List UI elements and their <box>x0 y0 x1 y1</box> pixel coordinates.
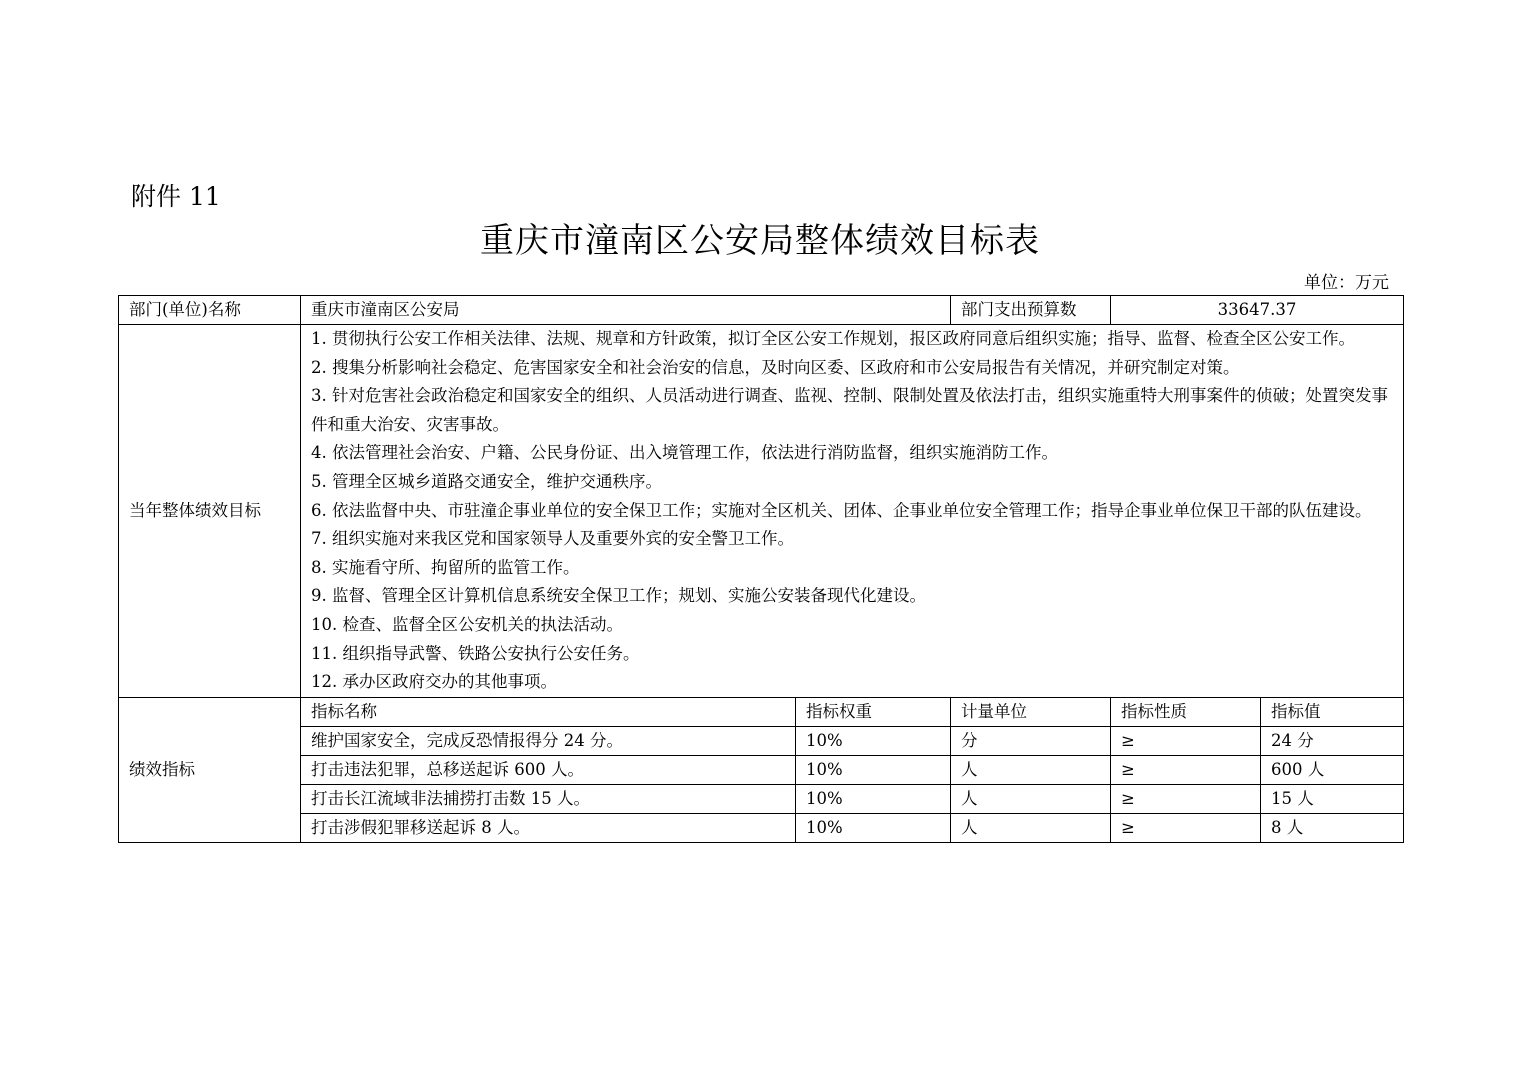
header-nature: 指标性质 <box>1111 697 1261 726</box>
goal-item: 10. 检查、监督全区公安机关的执法活动。 <box>311 614 623 634</box>
goal-item: 2. 搜集分析影响社会稳定、危害国家安全和社会治安的信息，及时向区委、区政府和市公安局报告有关情况，并研究制定对策。 <box>311 357 1240 377</box>
goal-item: 7. 组织实施对来我区党和国家领导人及重要外宾的安全警卫工作。 <box>311 529 794 549</box>
goal-item: 8. 实施看守所、拘留所的监管工作。 <box>311 557 580 577</box>
goal-item: 9. 监督、管理全区计算机信息系统安全保卫工作；规划、实施公安装备现代化建设。 <box>311 586 926 606</box>
table-row <box>119 813 1404 842</box>
indicator-nature: ≥ <box>1111 755 1261 784</box>
indicator-weight: 10% <box>796 813 951 842</box>
header-indicator-name: 指标名称 <box>301 697 796 726</box>
table-row <box>119 726 1404 755</box>
indicator-header-row <box>119 697 1404 726</box>
goals-list <box>301 325 1404 698</box>
indicator-unit: 人 <box>951 813 1111 842</box>
indicator-name: 维护国家安全，完成反恐情报得分 24 分。 <box>301 726 796 755</box>
performance-table <box>118 295 1404 843</box>
indicator-unit: 人 <box>951 784 1111 813</box>
indicator-name: 打击长江流域非法捕捞打击数 15 人。 <box>301 784 796 813</box>
indicator-value: 8 人 <box>1261 813 1404 842</box>
indicator-nature: ≥ <box>1111 784 1261 813</box>
indicators-label: 绩效指标 <box>119 697 301 842</box>
budget-label: 部门支出预算数 <box>951 296 1111 325</box>
indicator-weight: 10% <box>796 726 951 755</box>
header-value: 指标值 <box>1261 697 1404 726</box>
indicator-nature: ≥ <box>1111 813 1261 842</box>
indicator-unit: 人 <box>951 755 1111 784</box>
dept-name-label: 部门(单位)名称 <box>119 296 301 325</box>
dept-name-value: 重庆市潼南区公安局 <box>301 296 951 325</box>
goal-item: 3. 针对危害社会政治稳定和国家安全的组织、人员活动进行调查、监视、控制、限制处置及依法打击，组织实施重特大刑事案件的侦破；处置突发事件和重大治安、灾害事故。 <box>311 386 1388 434</box>
goals-label: 当年整体绩效目标 <box>119 325 301 698</box>
budget-value: 33647.37 <box>1111 296 1404 325</box>
goal-item: 4. 依法管理社会治安、户籍、公民身份证、出入境管理工作，依法进行消防监督，组织实施消防工作。 <box>311 443 1058 463</box>
dept-row <box>119 296 1404 325</box>
goal-item: 6. 依法监督中央、市驻潼企事业单位的安全保卫工作；实施对全区机关、团体、企事业单位安全管理工作；指导企事业单位保卫干部的队伍建设。 <box>311 500 1372 520</box>
indicator-weight: 10% <box>796 784 951 813</box>
indicator-name: 打击涉假犯罪移送起诉 8 人。 <box>301 813 796 842</box>
indicator-name: 打击违法犯罪，总移送起诉 600 人。 <box>301 755 796 784</box>
indicator-value: 600 人 <box>1261 755 1404 784</box>
indicator-weight: 10% <box>796 755 951 784</box>
indicator-value: 15 人 <box>1261 784 1404 813</box>
page-title: 重庆市潼南区公安局整体绩效目标表 <box>480 221 1040 261</box>
goal-item: 1. 贯彻执行公安工作相关法律、法规、规章和方针政策，拟订全区公安工作规划，报区政府同意后组织实施；指导、监督、检查全区公安工作。 <box>311 329 1355 348</box>
indicator-unit: 分 <box>951 726 1111 755</box>
goal-item: 11. 组织指导武警、铁路公安执行公安任务。 <box>311 643 640 663</box>
unit-label: 单位：万元 <box>1304 273 1389 293</box>
annex-label: 附件 11 <box>131 182 221 211</box>
goals-row <box>119 325 1404 698</box>
table-row <box>119 755 1404 784</box>
header-weight: 指标权重 <box>796 697 951 726</box>
goal-item: 12. 承办区政府交办的其他事项。 <box>311 672 557 692</box>
indicator-value: 24 分 <box>1261 726 1404 755</box>
header-unit: 计量单位 <box>951 697 1111 726</box>
goal-item: 5. 管理全区城乡道路交通安全，维护交通秩序。 <box>311 471 662 491</box>
indicator-nature: ≥ <box>1111 726 1261 755</box>
table-row <box>119 784 1404 813</box>
